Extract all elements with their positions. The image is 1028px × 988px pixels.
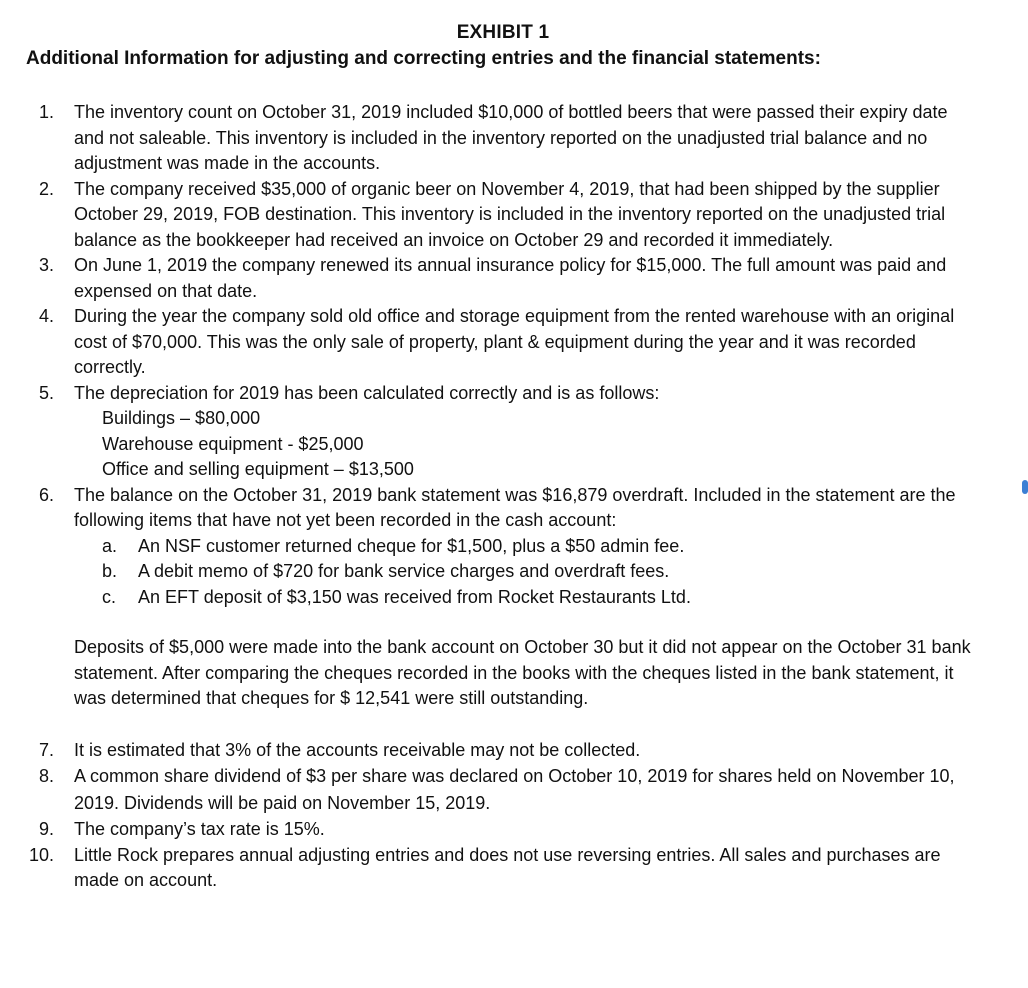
information-list bbox=[0, 100, 1028, 894]
sub-item-letter: b. bbox=[102, 561, 118, 581]
exhibit-title: EXHIBIT 1 bbox=[456, 22, 550, 43]
edge-marker-dot bbox=[1022, 480, 1028, 494]
list-item-text: The balance on the October 31, 2019 bank statement was $16,879 overdraft. Included in the statement are the following items that have not yet been recorded in the cash account: bbox=[74, 484, 956, 530]
sub-item-c bbox=[74, 585, 974, 611]
sub-item-text: A debit memo of $720 for bank service charges and overdraft fees. bbox=[138, 561, 670, 581]
list-item-10 bbox=[0, 843, 974, 894]
list-item-6 bbox=[0, 483, 974, 611]
depreciation-office-selling-equipment: Office and selling equipment – $13,500 bbox=[102, 459, 414, 479]
sub-item-text: An NSF customer returned cheque for $1,500, plus a $50 admin fee. bbox=[138, 535, 685, 556]
list-item-number: 2. bbox=[38, 178, 54, 199]
list-item-number: 8. bbox=[38, 766, 54, 786]
sub-item-letter: a. bbox=[102, 535, 118, 556]
list-item-4 bbox=[0, 304, 974, 381]
depreciation-warehouse-equipment: Warehouse equipment - $25,000 bbox=[102, 433, 364, 454]
list-item-number: 6. bbox=[38, 484, 54, 505]
list-item-8 bbox=[0, 763, 974, 817]
sub-item-b bbox=[74, 559, 974, 585]
list-item-1 bbox=[0, 100, 974, 177]
list-item-7 bbox=[0, 738, 974, 764]
list-item-number: 4. bbox=[38, 306, 54, 326]
list-item-text: During the year the company sold old office and storage equipment from the rented warehouse with an original cost of $70,000. This was the only sale of property, plant & equipment during the year and it was recorded correctly. bbox=[74, 306, 955, 377]
list-item-text: The company’s tax rate is 15%. bbox=[74, 819, 325, 839]
list-item-text: It is estimated that 3% of the accounts receivable may not be collected. bbox=[74, 739, 641, 760]
sub-item-letter: c. bbox=[102, 586, 117, 607]
exhibit-subtitle: Additional Information for adjusting and correcting entries and the financial statements: bbox=[26, 48, 821, 69]
list-item-3 bbox=[0, 253, 974, 304]
list-item-number: 9. bbox=[38, 819, 54, 839]
list-item-text: Little Rock prepares annual adjusting entries and does not use reversing entries. All sales and purchases are made on account. bbox=[74, 844, 941, 890]
list-item-text: A common share dividend of $3 per share was declared on October 10, 2019 for shares held on November 10, 2019. Dividends will be paid on November 15, 2019. bbox=[74, 766, 955, 813]
deposit-paragraph: Deposits of $5,000 were made into the bank account on October 30 but it did not appear on the October 31 bank statement. After comparing the cheques recorded in the books with the cheques listed in the bank statement, it was determined that cheques for $ 12,541 were still outstanding. bbox=[74, 637, 971, 708]
sub-item-text: An EFT deposit of $3,150 was received from Rocket Restaurants Ltd. bbox=[138, 586, 691, 607]
list-item-2 bbox=[0, 177, 974, 254]
list-item-number: 10. bbox=[28, 844, 54, 865]
list-item-number: 5. bbox=[38, 382, 54, 403]
list-item-text: On June 1, 2019 the company renewed its annual insurance policy for $15,000. The full amount was paid and expensed on that date. bbox=[74, 255, 947, 301]
list-item-text: The inventory count on October 31, 2019 included $10,000 of bottled beers that were passed their expiry date and not saleable. This inventory is included in the inventory reported on the unadjusted trial balance and no adjustment was made in the accounts. bbox=[74, 102, 948, 173]
list-item-text: The company received $35,000 of organic beer on November 4, 2019, that had been shipped by the supplier October 29, 2019, FOB destination. This inventory is included in the inventory reported on the unadjusted trial balance as the bookkeeper had received an invoice on October 29 and recorded it immediately. bbox=[74, 178, 946, 250]
list-item-9 bbox=[0, 817, 974, 843]
list-item-number: 1. bbox=[38, 102, 54, 122]
list-item-number: 3. bbox=[38, 255, 54, 275]
list-item-number: 7. bbox=[38, 739, 54, 760]
list-item-5 bbox=[0, 381, 974, 483]
depreciation-buildings: Buildings – $80,000 bbox=[102, 408, 261, 428]
sub-item-a bbox=[74, 534, 974, 560]
list-item-text: The depreciation for 2019 has been calculated correctly and is as follows: bbox=[74, 382, 660, 403]
